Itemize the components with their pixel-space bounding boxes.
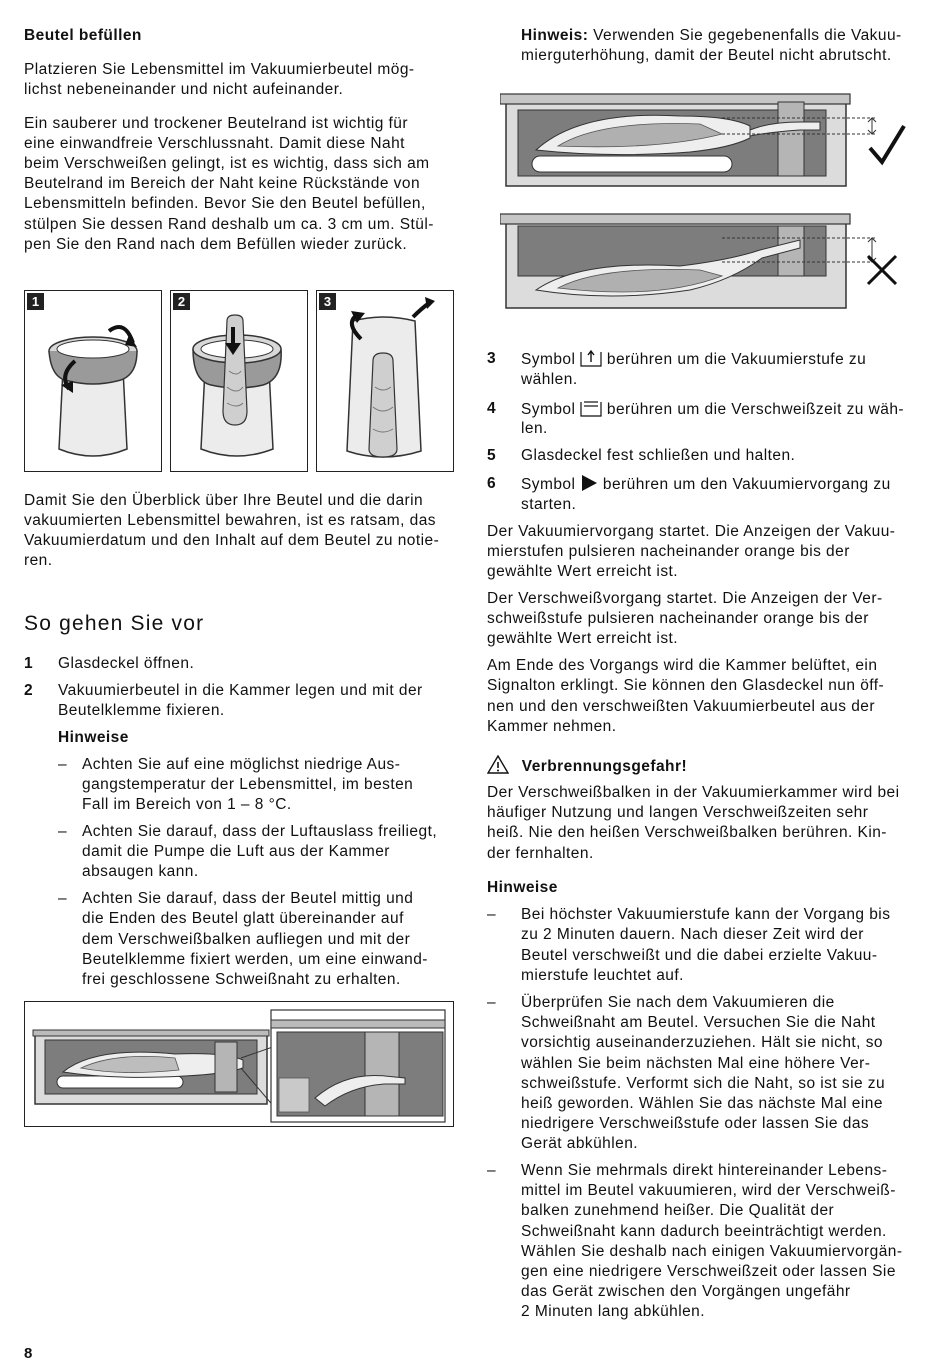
figure-label: 3	[319, 293, 336, 310]
hint-text: Verwenden Sie gegebenenfalls die Vakuu-	[588, 27, 902, 44]
hint-line	[521, 26, 902, 46]
step-text: Vakuumierbeutel in die Kammer legen und mit der	[58, 682, 423, 699]
figure-label: 1	[27, 293, 44, 310]
notes-heading: Hinweise	[487, 879, 558, 896]
text-line: häufiger Nutzung und langen Verschweißzeiten sehr	[487, 804, 869, 821]
text-span: berühren um den Vakuumiervorgang zu	[598, 476, 891, 493]
figure-incorrect-placement	[500, 210, 920, 314]
warning-title: Verbrennungsgefahr!	[521, 758, 688, 775]
text-line: ren.	[24, 552, 53, 569]
text-line: Beutelklemme fixiert werden, um eine einwand-	[82, 951, 428, 968]
step-text: starten.	[521, 496, 577, 513]
text-line: Bei höchster Vakuumierstufe kann der Vorgang bis	[521, 906, 891, 923]
step-text: wählen.	[521, 371, 578, 388]
text-line: vakuumierten Lebensmittel bewahren, ist es ratsam, das	[24, 512, 436, 529]
text-line: lichst nebeneinander und nicht aufeinander.	[24, 81, 344, 98]
figure-step-1	[24, 290, 162, 472]
bullet-dash: –	[487, 994, 497, 1011]
text-line: absaugen kann.	[82, 863, 199, 880]
text-line: gewählte Wert erreicht ist.	[487, 563, 679, 580]
section-heading-beutel: Beutel befüllen	[24, 27, 142, 44]
text-line: der fernhalten.	[487, 845, 594, 862]
seal-time-icon	[580, 399, 602, 417]
text-line: Lebensmitteln befinden. Bevor Sie den Beutel befüllen,	[24, 195, 426, 212]
cross-icon	[868, 256, 896, 284]
bullet-dash: –	[58, 890, 68, 907]
text-line: Damit Sie den Überblick über Ihre Beutel und die darin	[24, 492, 424, 509]
step-number: 4	[487, 400, 497, 417]
text-span: Symbol	[521, 401, 581, 418]
text-line: Signalton erklingt. Sie können den Glasdeckel nun öff-	[487, 677, 885, 694]
warning-triangle-icon	[487, 755, 509, 774]
text-line: 2 Minuten lang abkühlen.	[521, 1303, 706, 1320]
correct-placement-illustration	[500, 90, 920, 194]
text-line: Vakuumierdatum und den Inhalt auf dem Beutel zu notie-	[24, 532, 440, 549]
section-title: So gehen Sie vor	[24, 612, 205, 635]
text-line: mierstufe leuchtet auf.	[521, 967, 684, 984]
text-line: Schweißnaht kann dadurch beeinträchtigt werden.	[521, 1223, 887, 1240]
incorrect-placement-illustration	[500, 210, 920, 314]
text-span: Symbol	[521, 476, 581, 493]
step-number: 6	[487, 475, 497, 492]
hint-text: mierguterhöhung, damit der Beutel nicht abrutscht.	[521, 47, 892, 64]
text-line: Beutel verschweißt und die dabei erzielte Vakuu-	[521, 947, 878, 964]
text-line: Achten Sie auf eine möglichst niedrige Aus-	[82, 756, 401, 773]
figure-step-2	[170, 290, 308, 472]
text-line: schweißstufe pulsieren nacheinander orange bis der	[487, 610, 869, 627]
text-line: Der Vakuumiervorgang startet. Die Anzeigen der Vakuu-	[487, 523, 896, 540]
chamber-illustration	[25, 1002, 453, 1126]
text-line: pen Sie den Rand nach dem Befüllen wieder zurück.	[24, 236, 408, 253]
text-line: heiß. Nie den heißen Verschweißbalken berühren. Kin-	[487, 824, 887, 841]
figure-correct-placement	[500, 90, 920, 194]
text-line: Wählen Sie deshalb nach einigen Vakuumiervorgän-	[521, 1243, 903, 1260]
step-text	[521, 349, 866, 370]
text-line: stülpen Sie dessen Rand deshalb um ca. 3 cm um. Stül-	[24, 216, 434, 233]
step-number: 5	[487, 447, 497, 464]
text-line: Der Verschweißbalken in der Vakuumierkammer wird bei	[487, 784, 900, 801]
bullet-dash: –	[58, 756, 68, 773]
step-text: Beutelklemme fixieren.	[58, 702, 225, 719]
bag-fill-illustration	[171, 291, 307, 471]
text-line: damit die Pumpe die Luft aus der Kammer	[82, 843, 390, 860]
text-line: frei geschlossene Schweißnaht zu erhalten.	[82, 971, 401, 988]
figure-label: 2	[173, 293, 190, 310]
text-line: zu 2 Minuten dauern. Nach dieser Zeit wird der	[521, 926, 864, 943]
text-line: niedrigere Verschweißstufe oder lassen Sie das	[521, 1115, 870, 1132]
text-line: Ein sauberer und trockener Beutelrand ist wichtig für	[24, 115, 408, 132]
step-number: 2	[24, 682, 34, 699]
text-line: gewählte Wert erreicht ist.	[487, 630, 679, 647]
text-line: wählen Sie beim nächsten Mal eine höhere Ver-	[521, 1055, 871, 1072]
text-line: das Gerät zwischen den Vorgängen ungefähr	[521, 1283, 851, 1300]
text-line: Gerät abkühlen.	[521, 1135, 639, 1152]
page-number: 8	[24, 1345, 33, 1362]
text-line: eine einwandfreie Verschlussnaht. Damit diese Naht	[24, 135, 405, 152]
text-line: Fall im Bereich von 1 – 8 °C.	[82, 796, 292, 813]
text-line: gen eine niedrigere Verschweißzeit oder lassen Sie	[521, 1263, 896, 1280]
text-line: Platzieren Sie Lebensmittel im Vakuumierbeutel mög-	[24, 61, 415, 78]
vacuum-level-icon	[580, 349, 602, 367]
text-line: gangstemperatur der Lebensmittel, im besten	[82, 776, 414, 793]
text-line: dem Verschweißbalken aufliegen und mit der	[82, 931, 411, 948]
bullet-dash: –	[487, 906, 497, 923]
step-text	[521, 399, 904, 420]
step-text	[521, 474, 891, 495]
text-line: Achten Sie darauf, dass der Beutel mittig und	[82, 890, 414, 907]
bag-unfold-illustration	[317, 291, 453, 471]
text-line: Kammer nehmen.	[487, 718, 617, 735]
text-line: heiß geworden. Wählen Sie das nächste Mal eine	[521, 1095, 883, 1112]
text-line: Schweißnaht am Beutel. Versuchen Sie die Naht	[521, 1014, 876, 1031]
text-line: vorsichtig auseinanderzuziehen. Hält sie nicht, so	[521, 1034, 883, 1051]
step-text: Glasdeckel öffnen.	[58, 655, 195, 672]
warning-heading	[487, 755, 687, 777]
step-text: Glasdeckel fest schließen und halten.	[521, 447, 796, 464]
step-text: len.	[521, 420, 548, 437]
text-line: Überprüfen Sie nach dem Vakuumieren die	[521, 994, 835, 1011]
text-line: balken zunehmend heißer. Die Qualität der	[521, 1202, 835, 1219]
text-line: schweißstufe. Verformt sich die Naht, so ist sie zu	[521, 1075, 886, 1092]
text-line: beim Verschweißen gelingt, ist es wichtig, dass sich am	[24, 155, 430, 172]
text-line: Wenn Sie mehrmals direkt hintereinander Lebens-	[521, 1162, 888, 1179]
text-line: die Enden des Beutel glatt übereinander auf	[82, 910, 404, 927]
figure-bag-in-chamber	[24, 1001, 454, 1127]
step-number: 1	[24, 655, 34, 672]
text-span: Symbol	[521, 351, 581, 368]
text-line: Am Ende des Vorgangs wird die Kammer belüftet, ein	[487, 657, 878, 674]
text-span: berühren um die Vakuumierstufe zu	[602, 351, 867, 368]
play-icon	[580, 474, 598, 492]
text-line: mierstufen pulsieren nacheinander orange bis der	[487, 543, 850, 560]
text-line: Beutelrand im Bereich der Naht keine Rückstände von	[24, 175, 421, 192]
bag-fold-illustration	[25, 291, 161, 471]
text-span: berühren um die Verschweißzeit zu wäh-	[602, 401, 905, 418]
text-line: Der Verschweißvorgang startet. Die Anzeigen der Ver-	[487, 590, 883, 607]
text-line: nen und den verschweißten Vakuumierbeutel aus der	[487, 698, 875, 715]
bullet-dash: –	[58, 823, 68, 840]
text-line: mittel im Beutel vakuumieren, wird der Verschweiß-	[521, 1182, 896, 1199]
bullet-dash: –	[487, 1162, 497, 1179]
figure-step-3	[316, 290, 454, 472]
notes-heading: Hinweise	[58, 729, 129, 746]
hint-label: Hinweis:	[521, 27, 589, 44]
text-line: Achten Sie darauf, dass der Luftauslass freiliegt,	[82, 823, 438, 840]
step-number: 3	[487, 350, 497, 367]
